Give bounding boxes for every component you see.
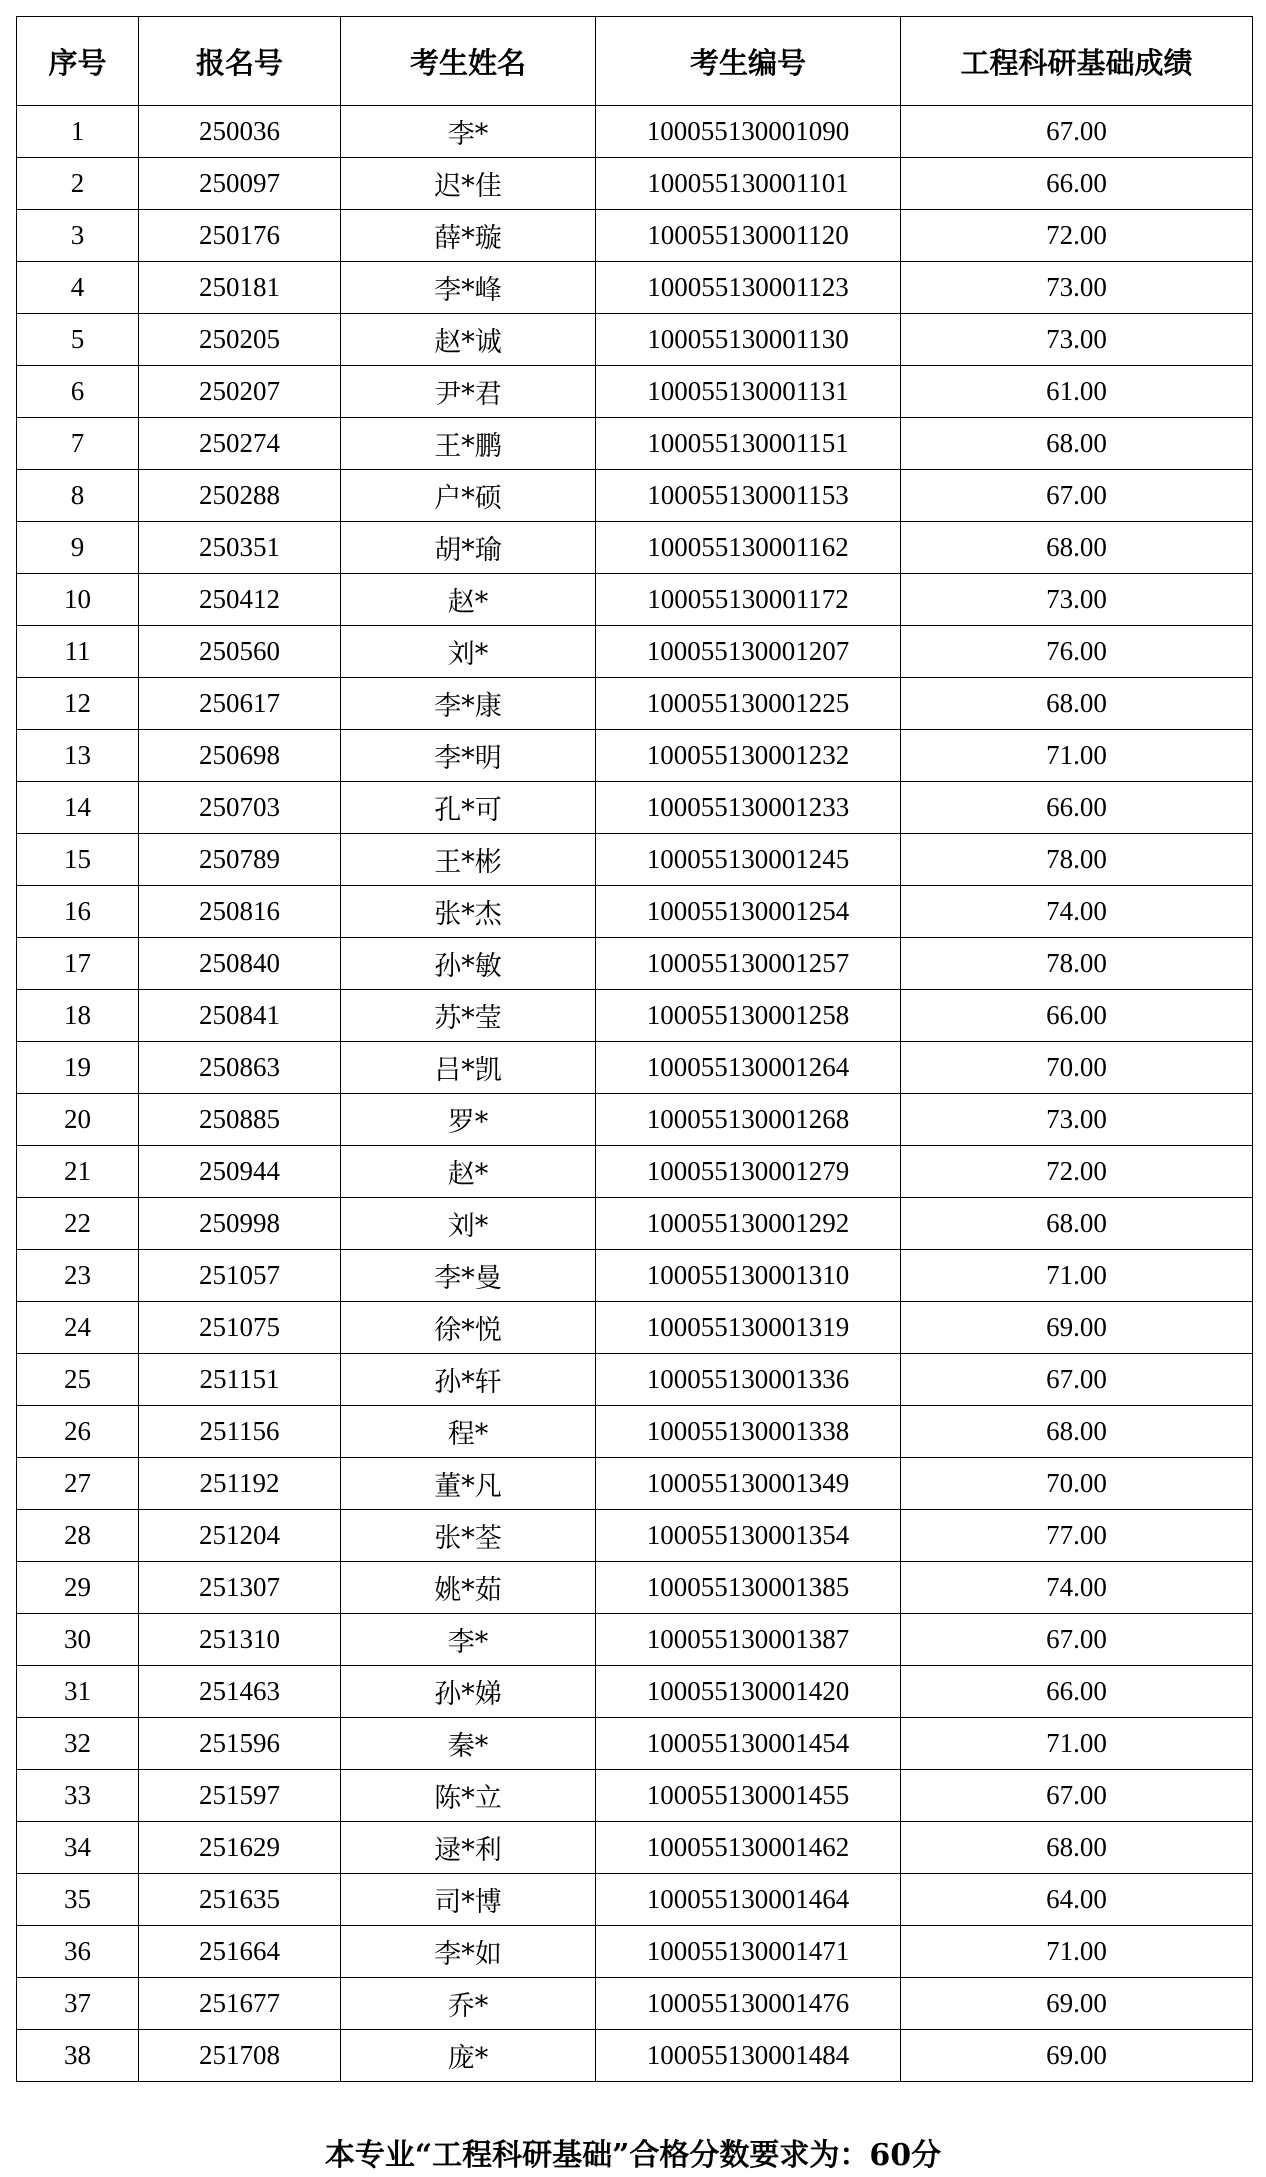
cell-candidate-number: 100055130001233: [596, 782, 901, 834]
cell-score: 69.00: [901, 1302, 1253, 1354]
cell-registration-number: 250036: [139, 106, 341, 158]
cell-candidate-name: 李*: [341, 1614, 596, 1666]
cell-registration-number: 250841: [139, 990, 341, 1042]
cell-candidate-name: 秦*: [341, 1718, 596, 1770]
cell-score: 72.00: [901, 210, 1253, 262]
cell-seq: 3: [17, 210, 139, 262]
table-row: [17, 470, 1253, 522]
table-row: [17, 1614, 1253, 1666]
table-row: [17, 834, 1253, 886]
cell-candidate-name: 程*: [341, 1406, 596, 1458]
cell-score: 73.00: [901, 1094, 1253, 1146]
cell-registration-number: 250885: [139, 1094, 341, 1146]
cell-registration-number: 250274: [139, 418, 341, 470]
cell-seq: 6: [17, 366, 139, 418]
cell-seq: 23: [17, 1250, 139, 1302]
cell-seq: 31: [17, 1666, 139, 1718]
cell-registration-number: 250617: [139, 678, 341, 730]
table-row: [17, 366, 1253, 418]
cell-candidate-number: 100055130001476: [596, 1978, 901, 2030]
cell-score: 67.00: [901, 470, 1253, 522]
cell-score: 66.00: [901, 1666, 1253, 1718]
cell-score: 68.00: [901, 522, 1253, 574]
cell-registration-number: 250288: [139, 470, 341, 522]
cell-candidate-name: 胡*瑜: [341, 522, 596, 574]
cell-score: 73.00: [901, 574, 1253, 626]
cell-candidate-name: 户*硕: [341, 470, 596, 522]
header-candidate-number: 考生编号: [596, 17, 901, 106]
cell-seq: 28: [17, 1510, 139, 1562]
header-score: 工程科研基础成绩: [901, 17, 1253, 106]
cell-score: 74.00: [901, 886, 1253, 938]
cell-candidate-name: 李*峰: [341, 262, 596, 314]
table-row: [17, 314, 1253, 366]
table-row: [17, 1250, 1253, 1302]
cell-candidate-number: 100055130001454: [596, 1718, 901, 1770]
cell-seq: 37: [17, 1978, 139, 2030]
cell-candidate-number: 100055130001268: [596, 1094, 901, 1146]
cell-score: 67.00: [901, 1354, 1253, 1406]
cell-candidate-number: 100055130001462: [596, 1822, 901, 1874]
cell-candidate-name: 李*明: [341, 730, 596, 782]
cell-candidate-name: 董*凡: [341, 1458, 596, 1510]
cell-candidate-name: 李*: [341, 106, 596, 158]
cell-candidate-name: 姚*茹: [341, 1562, 596, 1614]
cell-candidate-number: 100055130001279: [596, 1146, 901, 1198]
cell-seq: 15: [17, 834, 139, 886]
table-body: [17, 106, 1253, 2082]
cell-score: 73.00: [901, 262, 1253, 314]
cell-seq: 24: [17, 1302, 139, 1354]
cell-candidate-name: 陈*立: [341, 1770, 596, 1822]
table-row: [17, 418, 1253, 470]
table-row: [17, 1978, 1253, 2030]
table-row: [17, 1874, 1253, 1926]
cell-registration-number: 251156: [139, 1406, 341, 1458]
cell-registration-number: 251057: [139, 1250, 341, 1302]
cell-score: 72.00: [901, 1146, 1253, 1198]
cell-seq: 13: [17, 730, 139, 782]
cell-candidate-number: 100055130001232: [596, 730, 901, 782]
cell-registration-number: 251596: [139, 1718, 341, 1770]
cell-score: 68.00: [901, 1198, 1253, 1250]
cell-registration-number: 250205: [139, 314, 341, 366]
cell-candidate-name: 迟*佳: [341, 158, 596, 210]
cell-candidate-number: 100055130001120: [596, 210, 901, 262]
cell-registration-number: 251708: [139, 2030, 341, 2082]
table-row: [17, 782, 1253, 834]
cell-registration-number: 250351: [139, 522, 341, 574]
cell-seq: 38: [17, 2030, 139, 2082]
cell-candidate-name: 吕*凯: [341, 1042, 596, 1094]
table-row: [17, 1770, 1253, 1822]
cell-candidate-name: 张*杰: [341, 886, 596, 938]
header-candidate-name: 考生姓名: [341, 17, 596, 106]
cell-candidate-number: 100055130001207: [596, 626, 901, 678]
table-row: [17, 730, 1253, 782]
table-row: [17, 1926, 1253, 1978]
cell-registration-number: 250840: [139, 938, 341, 990]
score-table: [16, 16, 1253, 2082]
cell-score: 78.00: [901, 834, 1253, 886]
cell-registration-number: 250944: [139, 1146, 341, 1198]
cell-registration-number: 250207: [139, 366, 341, 418]
cell-candidate-number: 100055130001310: [596, 1250, 901, 1302]
cell-registration-number: 250176: [139, 210, 341, 262]
cell-score: 71.00: [901, 1718, 1253, 1770]
table-row: [17, 1302, 1253, 1354]
cell-candidate-name: 薛*璇: [341, 210, 596, 262]
table-row: [17, 1406, 1253, 1458]
cell-score: 68.00: [901, 1822, 1253, 1874]
cell-seq: 4: [17, 262, 139, 314]
cell-registration-number: 251151: [139, 1354, 341, 1406]
table-row: [17, 1666, 1253, 1718]
cell-registration-number: 251204: [139, 1510, 341, 1562]
cell-registration-number: 251629: [139, 1822, 341, 1874]
cell-registration-number: 251664: [139, 1926, 341, 1978]
cell-registration-number: 251677: [139, 1978, 341, 2030]
cell-score: 69.00: [901, 1978, 1253, 2030]
cell-candidate-name: 赵*: [341, 574, 596, 626]
header-seq: 序号: [17, 17, 139, 106]
cell-score: 71.00: [901, 1250, 1253, 1302]
cell-candidate-name: 孙*娣: [341, 1666, 596, 1718]
cell-candidate-number: 100055130001338: [596, 1406, 901, 1458]
cell-seq: 36: [17, 1926, 139, 1978]
cell-score: 68.00: [901, 678, 1253, 730]
table-row: [17, 262, 1253, 314]
cell-candidate-number: 100055130001254: [596, 886, 901, 938]
cell-candidate-number: 100055130001354: [596, 1510, 901, 1562]
cell-candidate-name: 刘*: [341, 626, 596, 678]
cell-candidate-name: 王*鹏: [341, 418, 596, 470]
cell-candidate-number: 100055130001258: [596, 990, 901, 1042]
cell-candidate-name: 苏*莹: [341, 990, 596, 1042]
cell-candidate-name: 刘*: [341, 1198, 596, 1250]
cell-registration-number: 251310: [139, 1614, 341, 1666]
cell-candidate-name: 赵*: [341, 1146, 596, 1198]
cell-candidate-number: 100055130001162: [596, 522, 901, 574]
cell-candidate-number: 100055130001257: [596, 938, 901, 990]
cell-registration-number: 250998: [139, 1198, 341, 1250]
cell-registration-number: 250703: [139, 782, 341, 834]
cell-candidate-number: 100055130001123: [596, 262, 901, 314]
cell-candidate-name: 张*荃: [341, 1510, 596, 1562]
table-row: [17, 1562, 1253, 1614]
cell-candidate-number: 100055130001385: [596, 1562, 901, 1614]
cell-candidate-number: 100055130001101: [596, 158, 901, 210]
table-row: [17, 990, 1253, 1042]
cell-candidate-number: 100055130001264: [596, 1042, 901, 1094]
cell-candidate-number: 100055130001245: [596, 834, 901, 886]
cell-candidate-number: 100055130001225: [596, 678, 901, 730]
cell-candidate-number: 100055130001172: [596, 574, 901, 626]
cell-score: 66.00: [901, 990, 1253, 1042]
cell-seq: 2: [17, 158, 139, 210]
cell-seq: 22: [17, 1198, 139, 1250]
table-row: [17, 522, 1253, 574]
table-header-row: [17, 17, 1253, 106]
cell-score: 74.00: [901, 1562, 1253, 1614]
cell-seq: 8: [17, 470, 139, 522]
cell-seq: 21: [17, 1146, 139, 1198]
table-row: [17, 1042, 1253, 1094]
cell-candidate-name: 孔*可: [341, 782, 596, 834]
cell-seq: 20: [17, 1094, 139, 1146]
cell-score: 71.00: [901, 730, 1253, 782]
cell-candidate-number: 100055130001319: [596, 1302, 901, 1354]
table-row: [17, 1198, 1253, 1250]
cell-seq: 35: [17, 1874, 139, 1926]
cell-candidate-number: 100055130001292: [596, 1198, 901, 1250]
cell-seq: 26: [17, 1406, 139, 1458]
cell-candidate-number: 100055130001090: [596, 106, 901, 158]
table-row: [17, 1718, 1253, 1770]
cell-candidate-number: 100055130001464: [596, 1874, 901, 1926]
cell-registration-number: 250181: [139, 262, 341, 314]
cell-seq: 10: [17, 574, 139, 626]
cell-registration-number: 251192: [139, 1458, 341, 1510]
cell-score: 67.00: [901, 106, 1253, 158]
cell-seq: 5: [17, 314, 139, 366]
table-row: [17, 1458, 1253, 1510]
cell-registration-number: 250698: [139, 730, 341, 782]
cell-seq: 14: [17, 782, 139, 834]
cell-candidate-name: 孙*轩: [341, 1354, 596, 1406]
cell-registration-number: 251307: [139, 1562, 341, 1614]
cell-score: 61.00: [901, 366, 1253, 418]
table-row: [17, 1146, 1253, 1198]
table-row: [17, 938, 1253, 990]
cell-seq: 9: [17, 522, 139, 574]
cell-candidate-name: 李*曼: [341, 1250, 596, 1302]
cell-registration-number: 251463: [139, 1666, 341, 1718]
passing-score-note: 本专业“工程科研基础”合格分数要求为：60分: [324, 2138, 942, 2173]
cell-candidate-number: 100055130001455: [596, 1770, 901, 1822]
table-row: [17, 210, 1253, 262]
cell-candidate-number: 100055130001151: [596, 418, 901, 470]
cell-score: 68.00: [901, 1406, 1253, 1458]
cell-score: 67.00: [901, 1614, 1253, 1666]
cell-registration-number: 250097: [139, 158, 341, 210]
table-row: [17, 886, 1253, 938]
cell-registration-number: 251597: [139, 1770, 341, 1822]
cell-candidate-name: 司*博: [341, 1874, 596, 1926]
cell-candidate-number: 100055130001349: [596, 1458, 901, 1510]
cell-seq: 19: [17, 1042, 139, 1094]
cell-seq: 1: [17, 106, 139, 158]
cell-candidate-name: 王*彬: [341, 834, 596, 886]
cell-registration-number: 251075: [139, 1302, 341, 1354]
cell-score: 76.00: [901, 626, 1253, 678]
cell-seq: 27: [17, 1458, 139, 1510]
cell-candidate-name: 罗*: [341, 1094, 596, 1146]
table-row: [17, 106, 1253, 158]
cell-seq: 12: [17, 678, 139, 730]
cell-candidate-number: 100055130001131: [596, 366, 901, 418]
cell-seq: 11: [17, 626, 139, 678]
cell-score: 68.00: [901, 418, 1253, 470]
cell-candidate-name: 尹*君: [341, 366, 596, 418]
cell-score: 64.00: [901, 1874, 1253, 1926]
table-row: [17, 1822, 1253, 1874]
table-row: [17, 158, 1253, 210]
cell-candidate-name: 孙*敏: [341, 938, 596, 990]
table-row: [17, 1510, 1253, 1562]
cell-registration-number: 250789: [139, 834, 341, 886]
cell-registration-number: 250412: [139, 574, 341, 626]
cell-candidate-number: 100055130001484: [596, 2030, 901, 2082]
cell-score: 66.00: [901, 158, 1253, 210]
cell-score: 66.00: [901, 782, 1253, 834]
cell-score: 70.00: [901, 1458, 1253, 1510]
cell-candidate-number: 100055130001336: [596, 1354, 901, 1406]
cell-seq: 18: [17, 990, 139, 1042]
table-row: [17, 2030, 1253, 2082]
cell-score: 69.00: [901, 2030, 1253, 2082]
cell-candidate-name: 乔*: [341, 1978, 596, 2030]
cell-score: 71.00: [901, 1926, 1253, 1978]
cell-candidate-number: 100055130001153: [596, 470, 901, 522]
cell-score: 73.00: [901, 314, 1253, 366]
cell-seq: 7: [17, 418, 139, 470]
table-row: [17, 574, 1253, 626]
cell-candidate-name: 庞*: [341, 2030, 596, 2082]
header-registration-number: 报名号: [139, 17, 341, 106]
cell-candidate-name: 李*如: [341, 1926, 596, 1978]
cell-seq: 30: [17, 1614, 139, 1666]
cell-registration-number: 251635: [139, 1874, 341, 1926]
cell-score: 78.00: [901, 938, 1253, 990]
cell-seq: 16: [17, 886, 139, 938]
cell-seq: 33: [17, 1770, 139, 1822]
cell-registration-number: 250863: [139, 1042, 341, 1094]
table-row: [17, 678, 1253, 730]
cell-registration-number: 250560: [139, 626, 341, 678]
cell-seq: 29: [17, 1562, 139, 1614]
cell-registration-number: 250816: [139, 886, 341, 938]
cell-score: 67.00: [901, 1770, 1253, 1822]
cell-score: 77.00: [901, 1510, 1253, 1562]
cell-seq: 34: [17, 1822, 139, 1874]
cell-candidate-number: 100055130001130: [596, 314, 901, 366]
cell-score: 70.00: [901, 1042, 1253, 1094]
table-row: [17, 1094, 1253, 1146]
table-row: [17, 1354, 1253, 1406]
cell-candidate-name: 逯*利: [341, 1822, 596, 1874]
cell-candidate-number: 100055130001387: [596, 1614, 901, 1666]
cell-seq: 17: [17, 938, 139, 990]
cell-candidate-name: 徐*悦: [341, 1302, 596, 1354]
cell-candidate-name: 赵*诚: [341, 314, 596, 366]
table-row: [17, 626, 1253, 678]
cell-seq: 25: [17, 1354, 139, 1406]
cell-seq: 32: [17, 1718, 139, 1770]
cell-candidate-number: 100055130001420: [596, 1666, 901, 1718]
cell-candidate-number: 100055130001471: [596, 1926, 901, 1978]
cell-candidate-name: 李*康: [341, 678, 596, 730]
